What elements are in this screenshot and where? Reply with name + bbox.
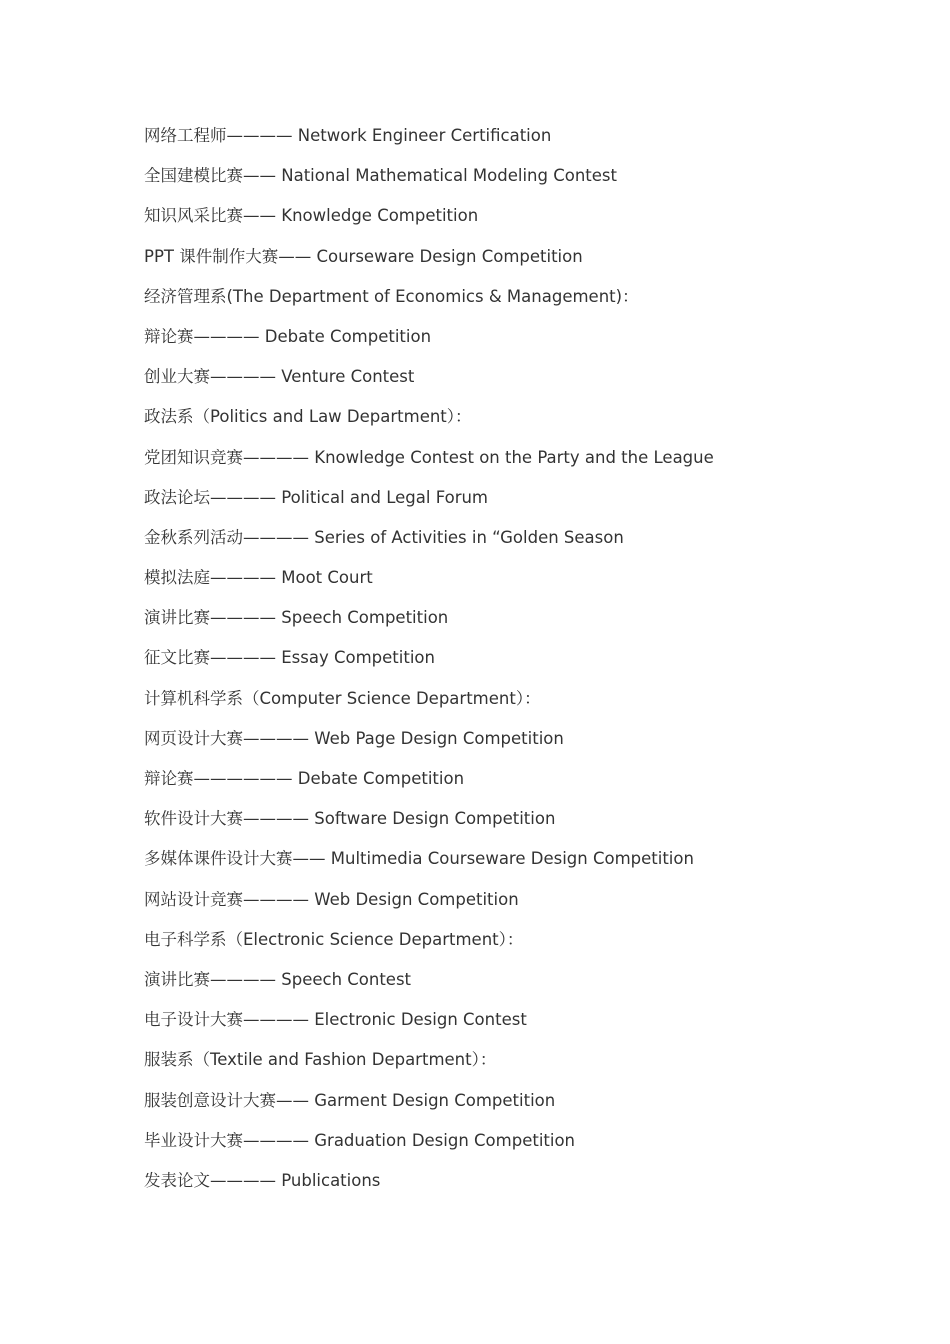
text-line: 模拟法庭———— Moot Court: [144, 568, 373, 588]
text-line: 辩论赛—————— Debate Competition: [144, 769, 465, 788]
text-line: 演讲比赛———— Speech Contest: [144, 969, 412, 989]
text-line: 多媒体课件设计大赛—— Multimedia Courseware Design Competition: [144, 849, 694, 869]
text-line: 知识风采比赛—— Knowledge Competition: [144, 206, 479, 226]
text-line: 演讲比赛———— Speech Competition: [144, 608, 449, 628]
text-line: 征文比赛———— Essay Competition: [144, 648, 435, 668]
text-line: 网站设计竞赛———— Web Design Competition: [144, 889, 519, 909]
section-heading: 计算机科学系（Computer Science Department）：: [144, 688, 541, 708]
section-heading: 经济管理系(The Department of Economics & Management)：: [144, 286, 639, 306]
text-line: 网络工程师———— Network Engineer Certification: [144, 126, 552, 145]
section-heading: 服装系（Textile and Fashion Department）：: [144, 1050, 497, 1070]
section-heading: 电子科学系（Electronic Science Department）：: [144, 929, 524, 949]
text-line: PPT 课件制作大赛—— Courseware Design Competition: [144, 246, 583, 266]
text-line: 软件设计大赛———— Software Design Competition: [144, 809, 556, 829]
text-line: 政法论坛———— Political and Legal Forum: [144, 487, 489, 507]
section-heading: 政法系（Politics and Law Department）：: [144, 407, 472, 427]
text-line: 辩论赛———— Debate Competition: [144, 326, 432, 346]
document-page: [144, 124, 904, 1209]
text-line: 党团知识竞赛———— Knowledge Contest on the Party and the League: [144, 447, 714, 467]
text-line: 全国建模比赛—— National Mathematical Modeling Contest: [144, 166, 617, 186]
text-line: 服装创意设计大赛—— Garment Design Competition: [144, 1090, 556, 1110]
text-line: 网页设计大赛———— Web Page Design Competition: [144, 728, 564, 748]
text-line: 创业大赛———— Venture Contest: [144, 367, 415, 387]
text-line: 电子设计大赛———— Electronic Design Contest: [144, 1010, 527, 1030]
text-line: 毕业设计大赛———— Graduation Design Competition: [144, 1130, 576, 1150]
text-line: 金秋系列活动———— Series of Activities in “Golden Season: [144, 527, 624, 547]
text-line: 发表论文———— Publications: [144, 1170, 381, 1190]
